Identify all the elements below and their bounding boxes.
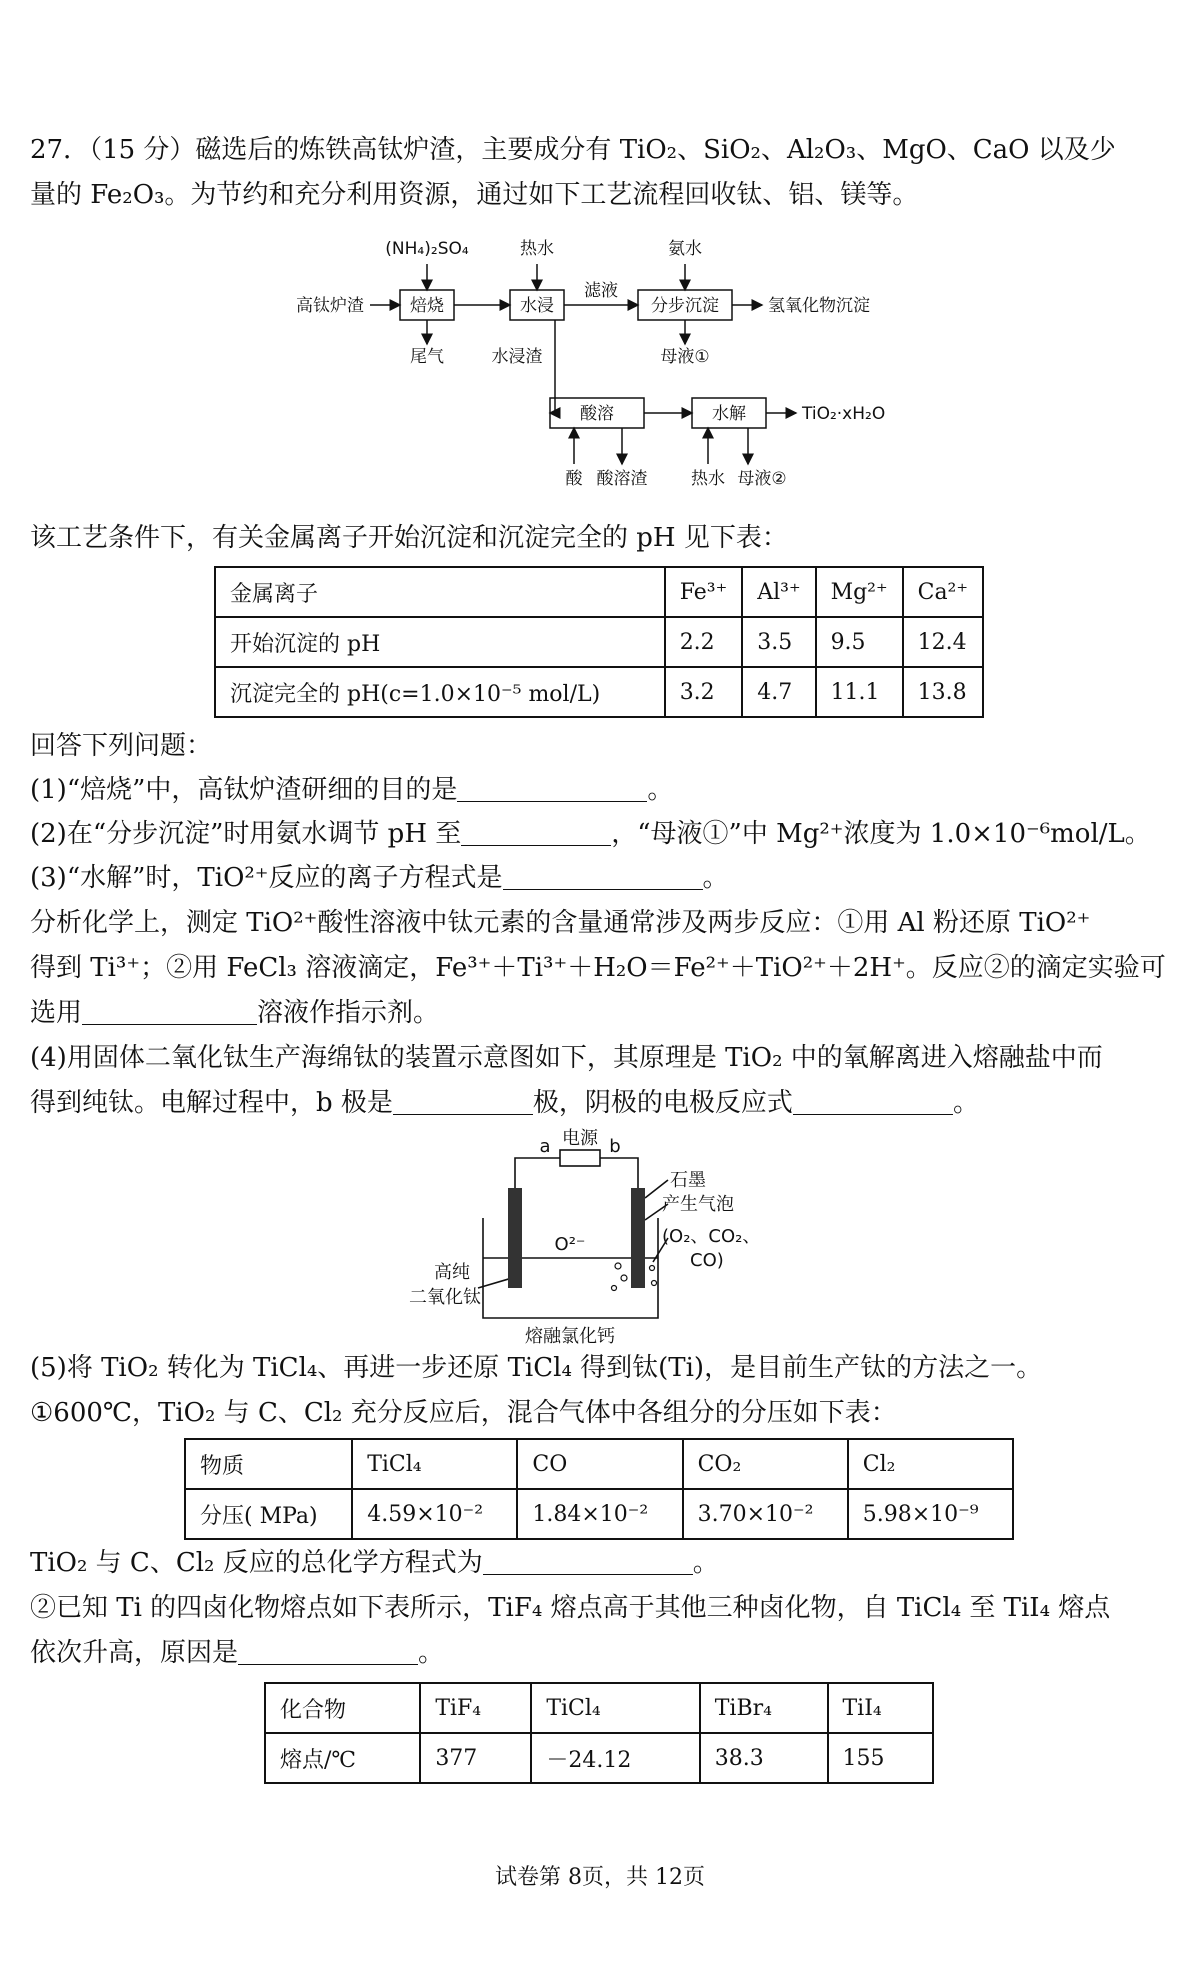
- table-cell: TiCl₄: [352, 1439, 517, 1489]
- answer-blank-indicator[interactable]: [82, 996, 257, 1025]
- hydrolysis-label: 水解: [712, 404, 746, 424]
- answer-blank-reason[interactable]: [238, 1636, 418, 1665]
- table-cell: Al³⁺: [742, 567, 815, 617]
- table-cell: Cl₂: [848, 1439, 1013, 1489]
- table-cell: 熔点/℃: [265, 1733, 420, 1783]
- table-cell: TiI₄: [828, 1683, 934, 1733]
- table-row: [185, 1489, 1013, 1539]
- table-cell: 11.1: [816, 667, 903, 717]
- left-electrode-label-2: 二氧化钛: [409, 1287, 481, 1308]
- roast-label: 焙烧: [410, 296, 444, 316]
- table-cell: 4.7: [742, 667, 815, 717]
- terminal-b-label: b: [609, 1136, 621, 1157]
- analysis-line-3-text: 选用: [30, 998, 83, 1028]
- acid-dissolve-label: 酸溶: [580, 404, 614, 424]
- reagent-ammonium-sulfate: (NH₄)₂SO₄: [385, 239, 469, 259]
- table-cell: CO₂: [683, 1439, 848, 1489]
- question-5-part-2-text: 依次升高，原因是: [30, 1638, 239, 1668]
- filtrate-label: 滤液: [584, 281, 618, 301]
- answer-blank-3[interactable]: [503, 861, 703, 890]
- acid-label: 酸: [565, 469, 583, 489]
- table-cell: TiBr₄: [700, 1683, 828, 1733]
- question-4-text-2: 极，阴极的电极反应式: [532, 1088, 793, 1118]
- table-header-row: [215, 567, 983, 617]
- analysis-line-2: 得到 Ti³⁺；②用 FeCl₃ 溶液滴定，Fe³⁺＋Ti³⁺＋H₂O＝Fe²⁺＋TiO²⁺＋2H⁺。反应②的滴定实验可: [30, 953, 1166, 983]
- question-3: [30, 860, 729, 896]
- table-cell: 38.3: [700, 1733, 828, 1783]
- oxide-ion-label: O²⁻: [554, 1234, 586, 1255]
- question-2-end: ，“母液①”中 Mg²⁺浓度为 1.0×10⁻⁶mol/L。: [611, 819, 1151, 849]
- left-electrode-label-1: 高纯: [434, 1262, 470, 1283]
- table-cell: 3.5: [742, 617, 815, 667]
- question-1-text: (1)“焙烧”中，高钛炉渣研细的目的是: [30, 775, 458, 805]
- table-cell: 377: [420, 1733, 531, 1783]
- partial-pressure-table: [184, 1438, 1014, 1540]
- question-4-line-2: [30, 1085, 979, 1121]
- gases-label-2: CO): [690, 1250, 724, 1271]
- process-flow-diagram: [270, 232, 930, 502]
- product-label: TiO₂·xH₂O: [802, 404, 886, 424]
- question-5-equation: [30, 1545, 719, 1581]
- table-cell: 金属离子: [215, 567, 665, 617]
- table-cell: TiF₄: [420, 1683, 531, 1733]
- table-cell: 3.2: [665, 667, 743, 717]
- stepwise-label: 分步沉淀: [651, 296, 719, 316]
- reagent-hot-water-1: 热水: [520, 239, 554, 259]
- question-5-part-1: ①600℃，TiO₂ 与 C、Cl₂ 充分反应后，混合气体中各组分的分压如下表：: [30, 1398, 897, 1428]
- table-cell: CO: [517, 1439, 682, 1489]
- question-1: [30, 772, 673, 808]
- bubbles-label: 产生气泡: [662, 1194, 734, 1215]
- table-cell: 物质: [185, 1439, 352, 1489]
- table-cell: 沉淀完全的 pH(c=1.0×10⁻⁵ mol/L): [215, 667, 665, 717]
- table-cell: 155: [828, 1733, 934, 1783]
- water-leach-label: 水浸: [520, 296, 554, 316]
- power-source-icon: [560, 1150, 600, 1166]
- table-row: [265, 1733, 933, 1783]
- question-intro-line-2: 量的 Fe₂O₃。为节约和充分利用资源，通过如下工艺流程回收钛、铝、镁等。: [30, 180, 919, 210]
- gases-label-1: (O₂、CO₂、: [662, 1226, 761, 1247]
- answer-blank-2[interactable]: [461, 817, 611, 846]
- questions-heading: 回答下列问题：: [30, 731, 213, 761]
- table-header-row: [265, 1683, 933, 1733]
- answer-blank-electrode[interactable]: [393, 1086, 533, 1115]
- ph-table-intro: 该工艺条件下，有关金属离子开始沉淀和沉淀完全的 pH 见下表：: [30, 523, 788, 553]
- reagent-ammonia: 氨水: [668, 239, 702, 259]
- leach-residue-label: 水浸渣: [491, 347, 543, 367]
- table-cell: 13.8: [903, 667, 983, 717]
- question-5-part-2-end: 。: [418, 1638, 445, 1668]
- table-cell: 开始沉淀的 pH: [215, 617, 665, 667]
- question-2-text: (2)在“分步沉淀”时用氨水调节 pH 至: [30, 819, 462, 849]
- table-cell: 12.4: [903, 617, 983, 667]
- analysis-line-3: [30, 995, 439, 1031]
- molten-salt-label: 熔融氯化钙: [525, 1326, 615, 1347]
- question-1-end: 。: [647, 775, 674, 805]
- table-cell: Ca²⁺: [903, 567, 983, 617]
- mother-liquor-1-label: 母液①: [660, 347, 710, 367]
- analysis-line-1: 分析化学上，测定 TiO²⁺酸性溶液中钛元素的含量通常涉及两步反应：①用 Al 粉还原 TiO²⁺: [30, 908, 1091, 938]
- question-intro-line-1: 27．（15 分）磁选后的炼铁高钛炉渣，主要成分有 TiO₂、SiO₂、Al₂O₃、MgO、CaO 以及少: [30, 135, 1116, 165]
- table-cell: 3.70×10⁻²: [683, 1489, 848, 1539]
- page-footer: 试卷第 8页，共 12页: [495, 1865, 705, 1890]
- table-cell: 1.84×10⁻²: [517, 1489, 682, 1539]
- question-4-line-1: (4)用固体二氧化钛生产海绵钛的装置示意图如下，其原理是 TiO₂ 中的氧解离进入熔融盐中而: [30, 1043, 1103, 1073]
- table-header-row: [185, 1439, 1013, 1489]
- tail-gas-label: 尾气: [410, 347, 444, 367]
- question-2: [30, 816, 1151, 852]
- electrolysis-cell-diagram: [400, 1128, 820, 1348]
- hydroxide-label: 氢氧化物沉淀: [768, 296, 870, 316]
- graphite-electrode: [631, 1188, 645, 1288]
- table-row: [215, 617, 983, 667]
- terminal-a-label: a: [539, 1136, 551, 1157]
- table-row: [215, 667, 983, 717]
- table-cell: －24.12: [531, 1733, 699, 1783]
- table-cell: Mg²⁺: [816, 567, 903, 617]
- question-4-end: 。: [952, 1088, 979, 1118]
- ph-table: [214, 566, 984, 718]
- hot-water-2-label: 热水: [691, 469, 725, 489]
- table-cell: 化合物: [265, 1683, 420, 1733]
- question-5-part-2-line-1: ②已知 Ti 的四卤化物熔点如下表所示，TiF₄ 熔点高于其他三种卤化物，自 TiCl₄ 至 TiI₄ 熔点: [30, 1593, 1111, 1623]
- analysis-line-3-end: 溶液作指示剂。: [257, 998, 440, 1028]
- answer-blank-cathode[interactable]: [793, 1086, 953, 1115]
- table-cell: TiCl₄: [531, 1683, 699, 1733]
- graphite-label: 石墨: [670, 1170, 706, 1191]
- question-5-intro: (5)将 TiO₂ 转化为 TiCl₄、再进一步还原 TiCl₄ 得到钛(Ti)，是目前生产钛的方法之一。: [30, 1353, 1043, 1383]
- melting-point-table: [264, 1682, 934, 1784]
- question-3-end: 。: [702, 863, 729, 893]
- question-5-equation-text: TiO₂ 与 C、Cl₂ 反应的总化学方程式为: [30, 1548, 483, 1578]
- question-4-text: 得到纯钛。电解过程中，b 极是: [30, 1088, 393, 1118]
- answer-blank-1[interactable]: [457, 773, 647, 802]
- table-cell: 5.98×10⁻⁹: [848, 1489, 1013, 1539]
- answer-blank-equation[interactable]: [483, 1546, 693, 1575]
- question-5-equation-end: 。: [692, 1548, 719, 1578]
- mother-liquor-2-label: 母液②: [737, 469, 787, 489]
- table-cell: 9.5: [816, 617, 903, 667]
- question-3-text: (3)“水解”时，TiO²⁺反应的离子方程式是: [30, 863, 503, 893]
- feed-label: 高钛炉渣: [296, 296, 364, 316]
- table-cell: 4.59×10⁻²: [352, 1489, 517, 1539]
- titanium-dioxide-electrode: [508, 1188, 522, 1288]
- table-cell: Fe³⁺: [665, 567, 743, 617]
- power-label: 电源: [562, 1128, 598, 1149]
- acid-residue-label: 酸溶渣: [596, 469, 648, 489]
- table-cell: 2.2: [665, 617, 743, 667]
- table-cell: 分压( MPa): [185, 1489, 352, 1539]
- question-5-part-2-line-2: [30, 1635, 444, 1671]
